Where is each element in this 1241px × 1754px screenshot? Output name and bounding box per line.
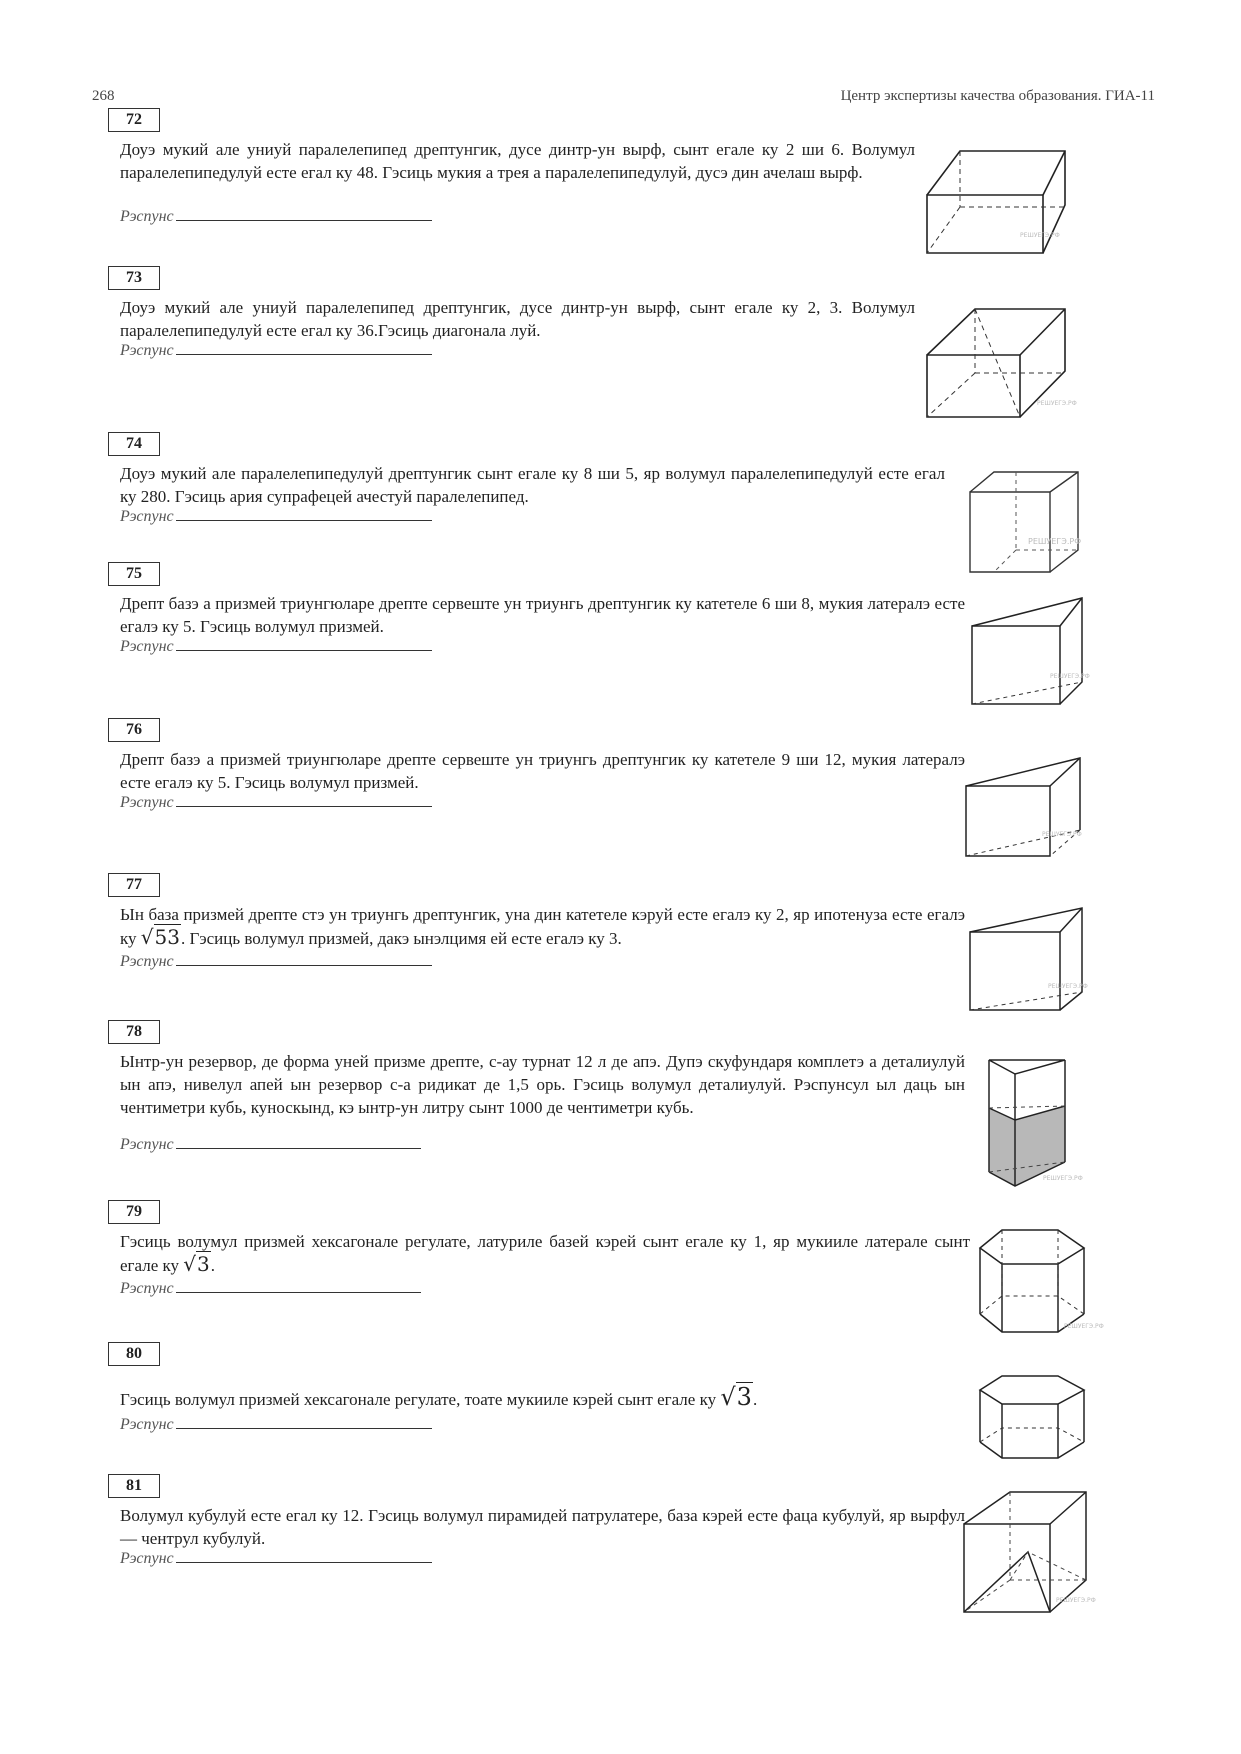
- task-text: Волумул кубулуй есте егал ку 12. Гэсиць волумул пирамидей патрулатере, база кэрей есте фаца кубулуй, яр вырфул — чентрул кубулуй.: [120, 1506, 965, 1548]
- task-text: Ынтр-ун резервор, де форма уней призме дрепте, с-ау турнат 12 л де апэ. Дупэ скуфундаря комплетэ а деталиулуй ын апэ, нивелул апей ын резервор с-а ридикат де 1,5 орь. Гэсиць волумул деталиулуй. Рэспунсул ыл даць ын чентиметри кубь, куноскынд, кэ ынтр-ун литру сынт 1000 де чентиметри кубь.: [120, 1052, 965, 1117]
- answer-line[interactable]: [176, 964, 432, 966]
- answer-line[interactable]: [176, 353, 432, 355]
- figure-watermark: РЕШУЕГЭ.РФ: [1037, 400, 1077, 407]
- answer-field[interactable]: [120, 342, 432, 360]
- task-text: Доуэ мукий але униуй паралелепипед дрептунгик, дусе динтр-ун вырф, сынт егале ку 2, 3. Волумул паралелепипедулуй есте егал ку 36.Гэсиць диагонала луй.: [120, 298, 915, 340]
- task-text: [120, 1383, 970, 1411]
- answer-field[interactable]: [120, 508, 432, 526]
- figure-72-parallelepiped: [925, 145, 1065, 257]
- task-text: [120, 903, 965, 950]
- sqrt-radicand: 3: [736, 1383, 752, 1411]
- figure-76-triangular-prism: [962, 756, 1084, 860]
- answer-label: Рэспунс: [120, 508, 174, 525]
- answer-line[interactable]: [176, 1147, 421, 1149]
- answer-field[interactable]: [120, 794, 432, 812]
- figure-watermark: РЕШУЕГЭ.РФ: [1050, 673, 1090, 680]
- task-number: 80: [108, 1342, 160, 1366]
- figure-75-triangular-prism: [968, 596, 1090, 708]
- task-text: Доуэ мукий але униуй паралелепипед дрептунгик, дусе динтр-ун вырф, сынт егале ку 2 ши 6. Волумул паралелепипедулуй есте егал ку 48. Гэсиць мукия а трея а паралелепипедулуй, дусэ дин ачелаш вырф.: [120, 140, 915, 182]
- task-number: 74: [108, 432, 160, 456]
- figure-watermark: РЕШУЕГЭ.РФ: [1042, 831, 1082, 838]
- answer-label: Рэспунс: [120, 208, 174, 225]
- answer-line[interactable]: [176, 519, 432, 521]
- task-number: 77: [108, 873, 160, 897]
- answer-label: Рэспунс: [120, 342, 174, 359]
- figure-80-hexagonal-prism: [976, 1372, 1090, 1462]
- task-text-part: Ын база призмей дрепте стэ ун триунгь дрептунгик, уна дин катетеле кэруй есте егалэ ку 2, яр ипотенуза есте егалэ ку: [120, 905, 965, 948]
- task-text-part: Гэсиць волумул призмей хексагонале регулате, латуриле базей кэрей сынт егале ку 1, яр мукииле латерале сынт егале ку: [120, 1232, 970, 1275]
- answer-field[interactable]: [120, 208, 432, 226]
- figure-watermark: РЕШУЕГЭ.РФ: [1028, 537, 1082, 546]
- answer-line[interactable]: [176, 219, 432, 221]
- answer-field[interactable]: [120, 638, 432, 656]
- answer-field[interactable]: [120, 1280, 421, 1298]
- answer-label: Рэспунс: [120, 1280, 174, 1297]
- answer-label: Рэспунс: [120, 1136, 174, 1153]
- task-number: 79: [108, 1200, 160, 1224]
- answer-label: Рэспунс: [120, 638, 174, 655]
- figure-78-reservoir-prism: [985, 1056, 1081, 1190]
- task-number: 75: [108, 562, 160, 586]
- task-text-part: .: [210, 1256, 215, 1275]
- task-text-part: Гэсиць волумул призмей хексагонале регулате, тоате мукииле кэрей сынт егале ку: [120, 1390, 717, 1409]
- answer-line[interactable]: [176, 1291, 421, 1293]
- task-text: Дрепт базэ а призмей триунгюларе дрепте сервеште ун триунгь дрептунгик ку катетеле 9 ши 12, мукия латералэ есте егалэ ку 5. Гэсиць волумул призмей.: [120, 750, 965, 792]
- answer-label: Рэспунс: [120, 1550, 174, 1567]
- figure-73-parallelepiped-diagonal: [925, 305, 1077, 421]
- page-number: 268: [92, 88, 115, 104]
- figure-77-triangular-prism: [966, 906, 1086, 1014]
- answer-field[interactable]: [120, 953, 432, 971]
- answer-line[interactable]: [176, 649, 432, 651]
- task-text: Дрепт базэ а призмей триунгюларе дрепте сервеште ун триунгь дрептунгик ку катетеле 6 ши 8, мукия латералэ есте егалэ ку 5. Гэсиць волумул призмей.: [120, 594, 965, 636]
- page-header-source: Центр экспертизы качества образования. ГИА-11: [840, 88, 1155, 104]
- figure-watermark: РЕШУЕГЭ.РФ: [1043, 1175, 1083, 1182]
- task-number: 76: [108, 718, 160, 742]
- answer-label: Рэспунс: [120, 794, 174, 811]
- answer-line[interactable]: [176, 1427, 432, 1429]
- task-text: Доуэ мукий але паралелепипедулуй дрептунгик сынт егале ку 8 ши 5, яр волумул паралелепипедулуй есте егал ку 280. Гэсиць ария супрафецей ачестуй паралелепипед.: [120, 464, 945, 506]
- answer-line[interactable]: [176, 805, 432, 807]
- figure-81-cube-pyramid: [960, 1490, 1096, 1616]
- figure-watermark: РЕШУЕГЭ.РФ: [1020, 232, 1060, 239]
- answer-label: Рэспунс: [120, 953, 174, 970]
- sqrt-radicand: 3: [197, 1252, 210, 1276]
- figure-watermark: РЕШУЕГЭ.РФ: [1048, 983, 1088, 990]
- figure-watermark: РЕШУЕГЭ.РФ: [1056, 1597, 1096, 1604]
- figure-watermark: РЕШУЕГЭ.РФ: [1064, 1323, 1104, 1330]
- answer-field[interactable]: [120, 1550, 432, 1568]
- task-number: 81: [108, 1474, 160, 1498]
- sqrt-radicand: 53: [154, 925, 180, 949]
- figure-74-cube: [968, 470, 1086, 574]
- figure-79-hexagonal-prism: [976, 1226, 1104, 1336]
- task-number: 73: [108, 266, 160, 290]
- task-number: 78: [108, 1020, 160, 1044]
- task-text-part: . Гэсиць волумул призмей, дакэ ынэлцимя ей есте егалэ ку 3.: [180, 929, 622, 948]
- task-text-part: .: [752, 1390, 758, 1409]
- sqrt-expression: √3: [720, 1383, 752, 1411]
- sqrt-expression: √3: [183, 1252, 210, 1276]
- sqrt-expression: √53: [140, 925, 180, 949]
- task-number: 72: [108, 108, 160, 132]
- answer-label: Рэспунс: [120, 1416, 174, 1433]
- answer-line[interactable]: [176, 1561, 432, 1563]
- answer-field[interactable]: [120, 1416, 432, 1434]
- task-text: [120, 1230, 970, 1277]
- answer-field[interactable]: [120, 1136, 421, 1154]
